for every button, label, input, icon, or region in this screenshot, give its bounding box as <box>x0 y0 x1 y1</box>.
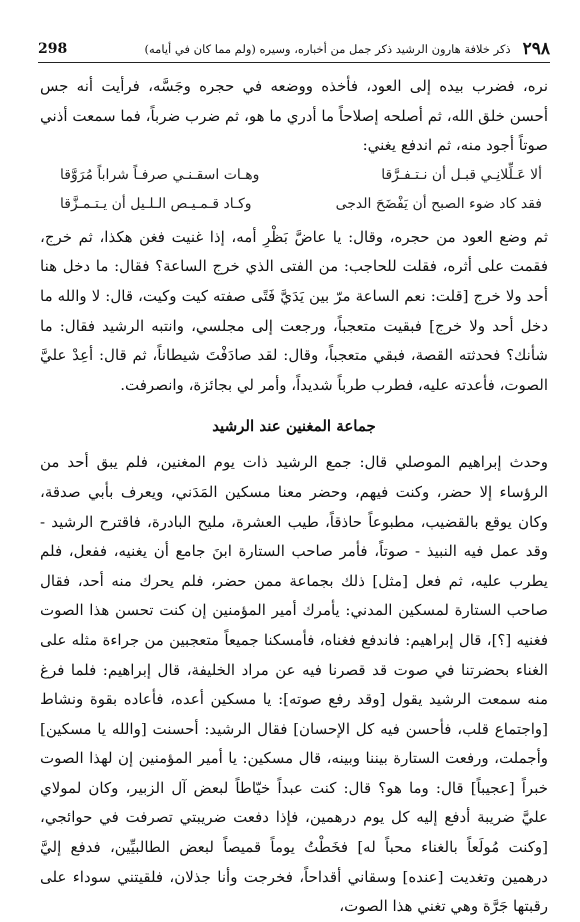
running-title: ذكر خلافة هارون الرشيد ذكر جمل من أخباره، وسيره (ولم مما كان في أيامه) <box>144 42 511 56</box>
header-right-group <box>145 39 550 59</box>
poem-verses <box>40 161 548 219</box>
page-number-arabic: ٢٩٨ <box>522 39 550 59</box>
verse-hemistich: فقد كاد ضوء الصبح أن يَفْضَحَ الدجى <box>335 195 542 212</box>
verse-hemistich: وهـات اسقـنـي صرفـاً شراباً مُرَوَّقا <box>60 166 260 183</box>
verse-line <box>60 190 542 219</box>
paragraph: ثم وضع العود من حجره، وقال: يا عاضَّ بَظْرِ أمه، إذا غنيت فغن هكذا، ثم خرج، فقمت على أثره، فقلت للحاجب: من الفتى الذي خرج الساعة؟ فقال: ما دخل هنا أحد ولا خرج [قلت: نعم الساعة مرّ بين يَدَيَّ فَتًى صفته كيت وكيت، قال: لا والله ما دخل أحد ولا خرج] فبقيت متعجباً، ورجعت إلى مجلسي، وانتبه الرشيد فقال: ما شأنك؟ فحدثته القصة، فبقي متعجباً، وقال: لقد صادَفْتَ شيطاناً، ثم قال: أعِدْ عليَّ الصوت، فأعدته عليه، فطرب طرباً شديداً، وأمر لي بجائزة، وانصرفت. <box>40 227 548 394</box>
running-header <box>38 36 550 63</box>
page-number-latin: 298 <box>38 41 68 57</box>
paragraph: وحدث إبراهيم الموصلي قال: جمع الرشيد ذات يوم المغنين، فلم يبق أحد من الرؤساء إلا حضر، وكنت فيهم، وحضر معنا مسكين المَدَني، ويعرف بأبي صدقة، وكان يوقع بالقضيب، مطبوعاً حاذقاً، طيب العشرة، مليح البادرة، فاقترح الرشيد - وقد عمل فيه النبيذ - صوتاً، فأمر صاحب الستارة ابنَ جامع أن يغنيه، ففعل، فلم يطرب عليه، ثم فعل [مثل] ذلك بجماعة ممن حضر، فلم يحرك منه أحد، فقال صاحب الستارة لمسكين المدني: يأمرك أمير المؤمنين إن كنت تحسن هذا الصوت فغنيه [؟]، قال إبراهيم: فاندفع فغناه، فأمسكنا جميعاً متعجبين من جراءة مثله على الغناء بحضرتنا في صوت قد قصرنا فيه عن مراد الخليفة، قال إبراهيم: فلما فرغ منه سمعت الرشيد يقول [وقد رفع صوته]: يا مسكين أعده، فأعاده بقوة ونشاط [واجتماع قلب، فأحسن فيه كل الإحسان] فقال الرشيد: أحسنت [والله يا مسكين] وأجملت، ورفعت الستارة بيننا وبينه، قال مسكين: يا أمير المؤمنين إن لهذا الصوت خبراً [عجيباً] قال: وما هو؟ قال: كنت عبداً خيّاطاً لبعض آل الزبير، وكان لمولاي عليَّ ضريبة أدفع إليه كل يوم درهمين، فإذا دفعت ضريبتي تصرفت في حوائجي، [وكنت مُولَعاً بالغناء محباً له] فخَطْتُ يوماً قميصاً لبعض الطالبيِّين، فدفع إليَّ درهمين وتغديت [عنده] وسقاني أقداحاً، فخرجت وأنا جذلان، فلقيتني سوداء على رقبتها جَرَّة وهي تغني هذا الصوت، <box>40 453 548 916</box>
verse-hemistich: ألا عَـلِّلانِـي قبـل أن نـتـفـرَّقا <box>381 166 542 183</box>
paragraph: نره، فضرب بيده إلى العود، فأخذه ووضعه في حجره وجَسَّه، فرأيت أنه جس أحسن خلق الله، ثم أصلحه إصلاحاً ما أدري ما هو، ثم ضرب ضرباً، فما سمعت أذني صوتاً أجود منه، ثم اندفع يغني: <box>40 77 548 155</box>
verse-hemistich: وكـاد قـمـيـص الـلـيل أن يـتـمـزَّقا <box>60 195 252 212</box>
verse-line <box>60 161 542 190</box>
page-body <box>40 72 548 922</box>
section-heading: جماعة المغنين عند الرشيد <box>212 417 376 436</box>
